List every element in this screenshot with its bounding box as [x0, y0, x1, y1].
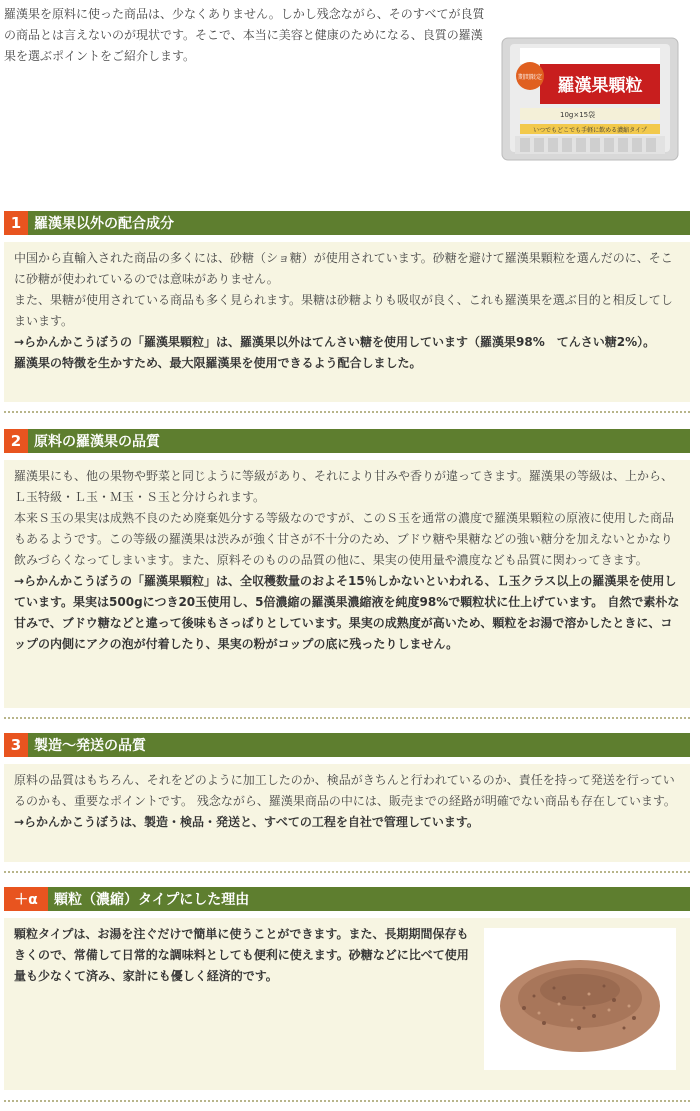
- section-3-header: [4, 733, 690, 757]
- section-3-highlight: →らかんかこうぼうは、製造・検品・発送と、すべての工程を自社で管理しています。: [14, 815, 479, 829]
- section-1-highlight: 羅漢果の特徴を生かすため、最大限羅漢果を使用できるよう配合しました。: [14, 356, 422, 370]
- section-3-title: 製造〜発送の品質: [34, 738, 146, 754]
- product-brand-label: 羅漢果顆粒: [557, 76, 643, 96]
- product-badge: 期間限定: [517, 74, 543, 81]
- section-1-header: [4, 211, 690, 235]
- section-alpha-header: [4, 887, 690, 911]
- section-2-paragraph: 羅漢果にも、他の果物や野菜と同じように等級があり、それにより甘みや香りが違ってきます。羅漢果の等級は、上から、Ｌ玉特級・Ｌ玉・Ｍ玉・Ｓ玉と分けられます。: [14, 469, 674, 504]
- intro-text: 羅漢果を原料に使った商品は、少なくありません。しかし残念ながら、そのすべてが良質の商品とは言えないのが現状です。そこで、本当に美容と健康のためになる、良質の羅漢果を選ぶポイントをご紹介します。: [4, 7, 485, 63]
- section-1-paragraph: また、果糖が使用されている商品も多く見られます。果糖は砂糖よりも吸収が良く、これも羅漢果を選ぶ目的と相反してしまいます。: [14, 293, 673, 328]
- product-pack-text: 10g×15袋: [560, 111, 596, 119]
- granules-image: [484, 928, 676, 1070]
- section-2-highlight: →らかんかこうぼうの「羅漢果顆粒」は、全収穫数量のおよそ15％しかないといわれる、Ｌ玉クラス以上の羅漢果を使用しています。果実は500gにつき20玉使用し、5倍濃縮の羅漢果濃縮液を純度98%で顆粒状に仕上げています。 自然で素朴な甘みで、ブドウ糖などと違って後味もさっぱりとしています。果実の成熟度が高いため、顆粒をお湯で溶かしたときに、コップの内側にアクの泡が付着したり、果実の粉がコップの底に残ったりしません。: [14, 574, 680, 651]
- section-1-highlight: →らかんかこうぼうの「羅漢果顆粒」は、羅漢果以外はてんさい糖を使用しています（羅漢果98% てんさい糖2%）。: [14, 335, 656, 349]
- section-alpha-highlight: 顆粒タイプは、お湯を注ぐだけで簡単に使うことができます。また、長期期間保存もきくので、常備して日常的な調味料としても便利に使えます。砂糖などに比べて使用量も少なくて済み、家計にも優しく経済的です。: [14, 927, 469, 983]
- section-2-header: [4, 429, 690, 453]
- section-2-title: 原料の羅漢果の品質: [34, 434, 160, 450]
- product-bottom-text: いつでもどこでも手軽に飲める濃縮タイプ: [533, 127, 647, 134]
- section-3-number: 3: [4, 733, 28, 757]
- section-divider: [4, 871, 690, 873]
- section-divider: [4, 717, 690, 719]
- section-divider: [4, 1100, 690, 1102]
- section-2-body: [4, 460, 690, 708]
- section-divider: [4, 411, 690, 413]
- section-alpha-number: ＋α: [4, 887, 48, 911]
- section-1-number: 1: [4, 211, 28, 235]
- section-2-paragraph: 本来Ｓ玉の果実は成熟不良のため廃棄処分する等級なのですが、このＳ玉を通常の濃度で羅漢果顆粒の原液に使用した商品もあるようです。この等級の羅漢果は渋みが強く甘さが不十分のため、ブドウ糖や果糖などの強い糖分を加えないとかなり飲みづらくなってしまいます。また、原料そのものの品質の他に、果実の使用量や濃度なども品質に関わってきます。: [14, 511, 675, 567]
- section-1-title: 羅漢果以外の配合成分: [34, 216, 174, 232]
- section-3-body: [4, 764, 690, 862]
- section-1-body: [4, 242, 690, 402]
- section-2-number: 2: [4, 429, 28, 453]
- section-1-paragraph: 中国から直輸入された商品の多くには、砂糖（ショ糖）が使用されています。砂糖を避けて羅漢果顆粒を選んだのに、そこに砂糖が使われているのでは意味がありません。: [14, 251, 673, 286]
- product-package-image: [500, 34, 680, 164]
- section-alpha-title: 顆粒（濃縮）タイプにした理由: [54, 892, 250, 908]
- section-3-paragraph: 原料の品質はもちろん、それをどのように加工したのか、検品がきちんと行われているのか、責任を持って発送を行っているのかも、重要なポイントです。 残念ながら、羅漢果商品の中には、販売までの経路が明確でない商品も存在しています。: [14, 773, 676, 808]
